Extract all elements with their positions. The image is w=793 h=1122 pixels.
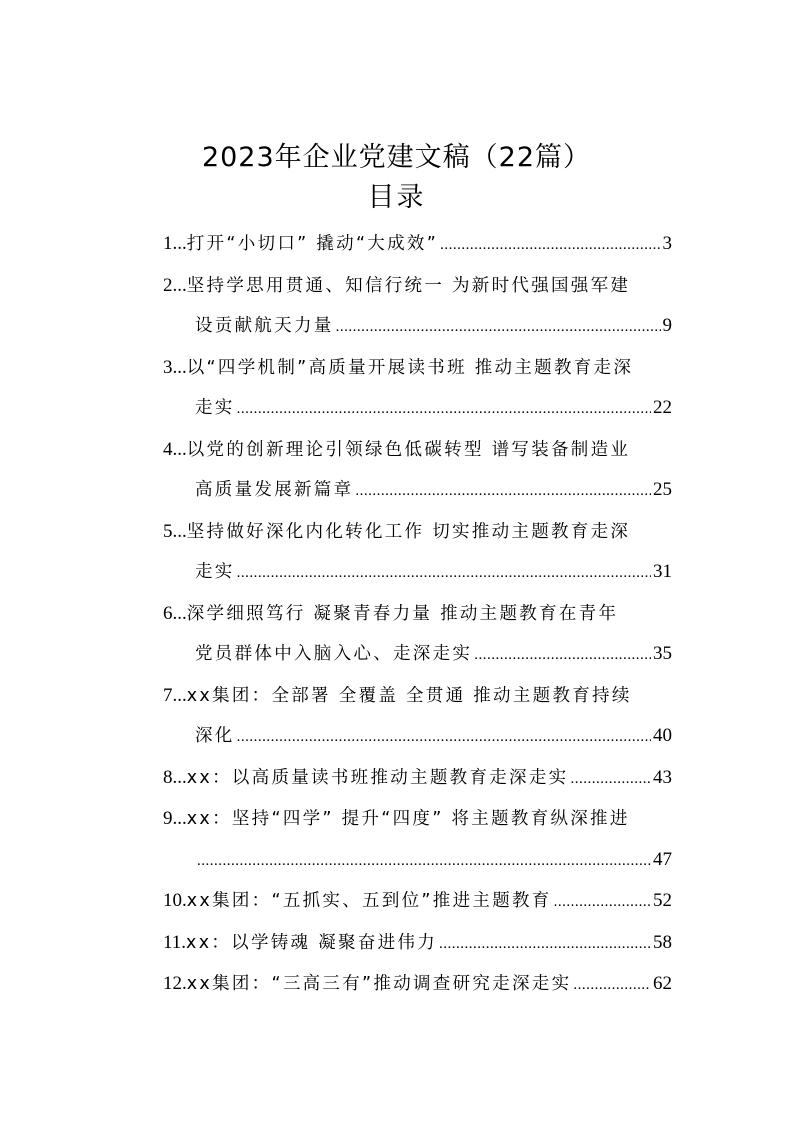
toc-entry-title: 走实 [195,562,235,582]
toc-page-number: 62 [653,973,672,994]
toc-number-dots: ... [172,356,187,378]
toc-page-number: 9 [662,315,672,336]
toc-entry-title: 坚持做好深化内化转化工作 切实推动主题教育走深 [186,521,631,542]
toc-dot-leader [554,882,651,923]
toc-entry-continuation [163,388,672,430]
toc-entry-line [163,758,672,800]
toc-page-number: 25 [653,479,672,500]
toc-dot-leader [237,553,651,594]
toc-entry-title: xx集团：“三高三有”推动调查研究走深走实 [186,974,572,994]
toc-entry[interactable] [163,881,672,923]
toc-number-value: 12 [163,973,182,994]
toc-number-dots: ... [172,233,187,254]
toc-entry-continuation [163,634,672,676]
toc-entry-title: 深化 [195,726,235,746]
toc-entry-continuation [163,306,672,348]
toc-entry[interactable] [163,676,672,758]
toc-entry-number [163,512,187,553]
toc-entry-number [163,676,187,717]
toc-dot-leader [439,924,651,965]
toc-entry[interactable] [163,594,672,676]
toc-dot-leader [573,965,651,1006]
toc-number-value: 3 [163,356,173,378]
toc-entry-number [163,799,187,840]
toc-dot-leader [570,759,651,800]
toc-entry-continuation [163,716,672,758]
toc-entry-line [163,676,672,717]
toc-number-dots: . [182,890,187,911]
toc-number-dots: ... [172,684,187,706]
toc-entry-title: 深学细照笃行 凝聚青春力量 推动主题教育在青年 [186,603,619,624]
toc-entry-number [163,348,187,389]
toc-number-dots: ... [172,766,187,788]
toc-number-dots: ... [172,808,187,829]
toc-entry[interactable] [163,430,672,512]
toc-entry-number [163,964,187,1005]
toc-page-number: 52 [653,890,672,911]
toc-entry-title: 坚持学思用贯通、知信行统一 为新时代强国强军建 [186,275,631,296]
toc-dot-leader [237,389,651,430]
toc-page-number: 58 [653,931,672,953]
toc-entry-number [163,266,187,307]
toc-number-dots: ... [172,602,187,624]
toc-dot-leader [440,225,660,266]
toc-entry-title: xx：坚持“四学” 提升“四度” 将主题教育纵深推进 [186,809,630,829]
toc-entry[interactable] [163,964,672,1006]
toc-page-number: 40 [653,725,672,746]
table-of-contents [163,224,672,1006]
toc-page-number: 47 [653,848,672,870]
toc-number-value: 1 [163,233,173,254]
toc-number-dots: ... [172,438,187,460]
toc-entry-title: 走实 [195,398,235,418]
toc-entry-line [163,881,672,923]
toc-number-value: 10 [163,890,182,911]
toc-entry-title: 设贡献航天力量 [195,316,334,336]
toc-entry-number [163,923,186,964]
toc-entry-line [163,266,672,307]
toc-entry-line [163,923,672,965]
toc-number-value: 11 [163,931,182,953]
toc-dot-leader [336,307,661,348]
toc-entry-title: 党员群体中入脑入心、走深走实 [195,644,473,664]
toc-number-dots: ... [172,520,187,542]
toc-entry-title: xx：以学铸魂 凝聚奋进伟力 [186,932,438,953]
toc-page-number: 3 [662,233,672,254]
toc-entry-title: 以党的创新理论引领绿色低碳转型 谱写装备制造业 [186,439,631,460]
toc-page-number: 31 [653,561,672,582]
toc-entry-line [163,799,672,840]
toc-entry-continuation [163,470,672,512]
toc-entry-number [163,594,187,635]
toc-dot-leader [237,717,651,758]
toc-number-value: 4 [163,438,173,460]
toc-entry-title: 打开“小切口” 撬动“大成效” [186,234,439,254]
document-title: 2023年企业党建文稿（22篇） [201,142,592,173]
toc-entry[interactable] [163,923,672,965]
toc-entry-line [163,594,672,635]
toc-entry-number [163,224,187,265]
toc-entry[interactable] [163,799,672,881]
toc-entry-title: 以“四学机制”高质量开展读书班 推动主题教育走深 [186,357,634,378]
toc-dot-leader [355,471,651,512]
toc-entry-continuation [163,840,672,882]
toc-dot-leader [474,635,651,676]
toc-entry-title: 高质量发展新篇章 [195,480,354,500]
toc-number-value: 8 [163,766,173,788]
toc-entry-number [163,881,187,922]
toc-entry-number [163,758,187,799]
toc-entry-line [163,348,672,389]
toc-entry[interactable] [163,224,672,266]
toc-number-value: 9 [163,808,173,829]
toc-entry-line [163,430,672,471]
toc-page-number: 22 [653,397,672,418]
toc-entry[interactable] [163,758,672,800]
toc-heading: 目录 [367,182,426,213]
toc-entry-continuation [163,552,672,594]
toc-entry-title: xx：以高质量读书班推动主题教育走深走实 [186,767,569,788]
toc-entry-number [163,430,187,471]
toc-entry-line [163,512,672,553]
toc-entry-line [163,964,672,1006]
toc-page-number: 43 [653,766,672,788]
toc-dot-leader [197,841,651,882]
toc-entry[interactable] [163,266,672,348]
toc-entry-title: xx集团：“五抓实、五到位”推进主题教育 [186,891,552,911]
toc-entry[interactable] [163,348,672,430]
toc-number-value: 2 [163,274,173,296]
toc-number-value: 5 [163,520,173,542]
toc-number-dots: . [182,973,187,994]
toc-page-number: 35 [653,643,672,664]
toc-number-value: 7 [163,684,173,706]
toc-number-dots: . [181,931,187,953]
toc-number-dots: ... [172,274,187,296]
toc-entry[interactable] [163,512,672,594]
toc-entry-title: xx集团：全部署 全覆盖 全贯通 推动主题教育持续 [186,685,632,706]
toc-number-value: 6 [163,602,173,624]
toc-entry-line [163,224,672,266]
